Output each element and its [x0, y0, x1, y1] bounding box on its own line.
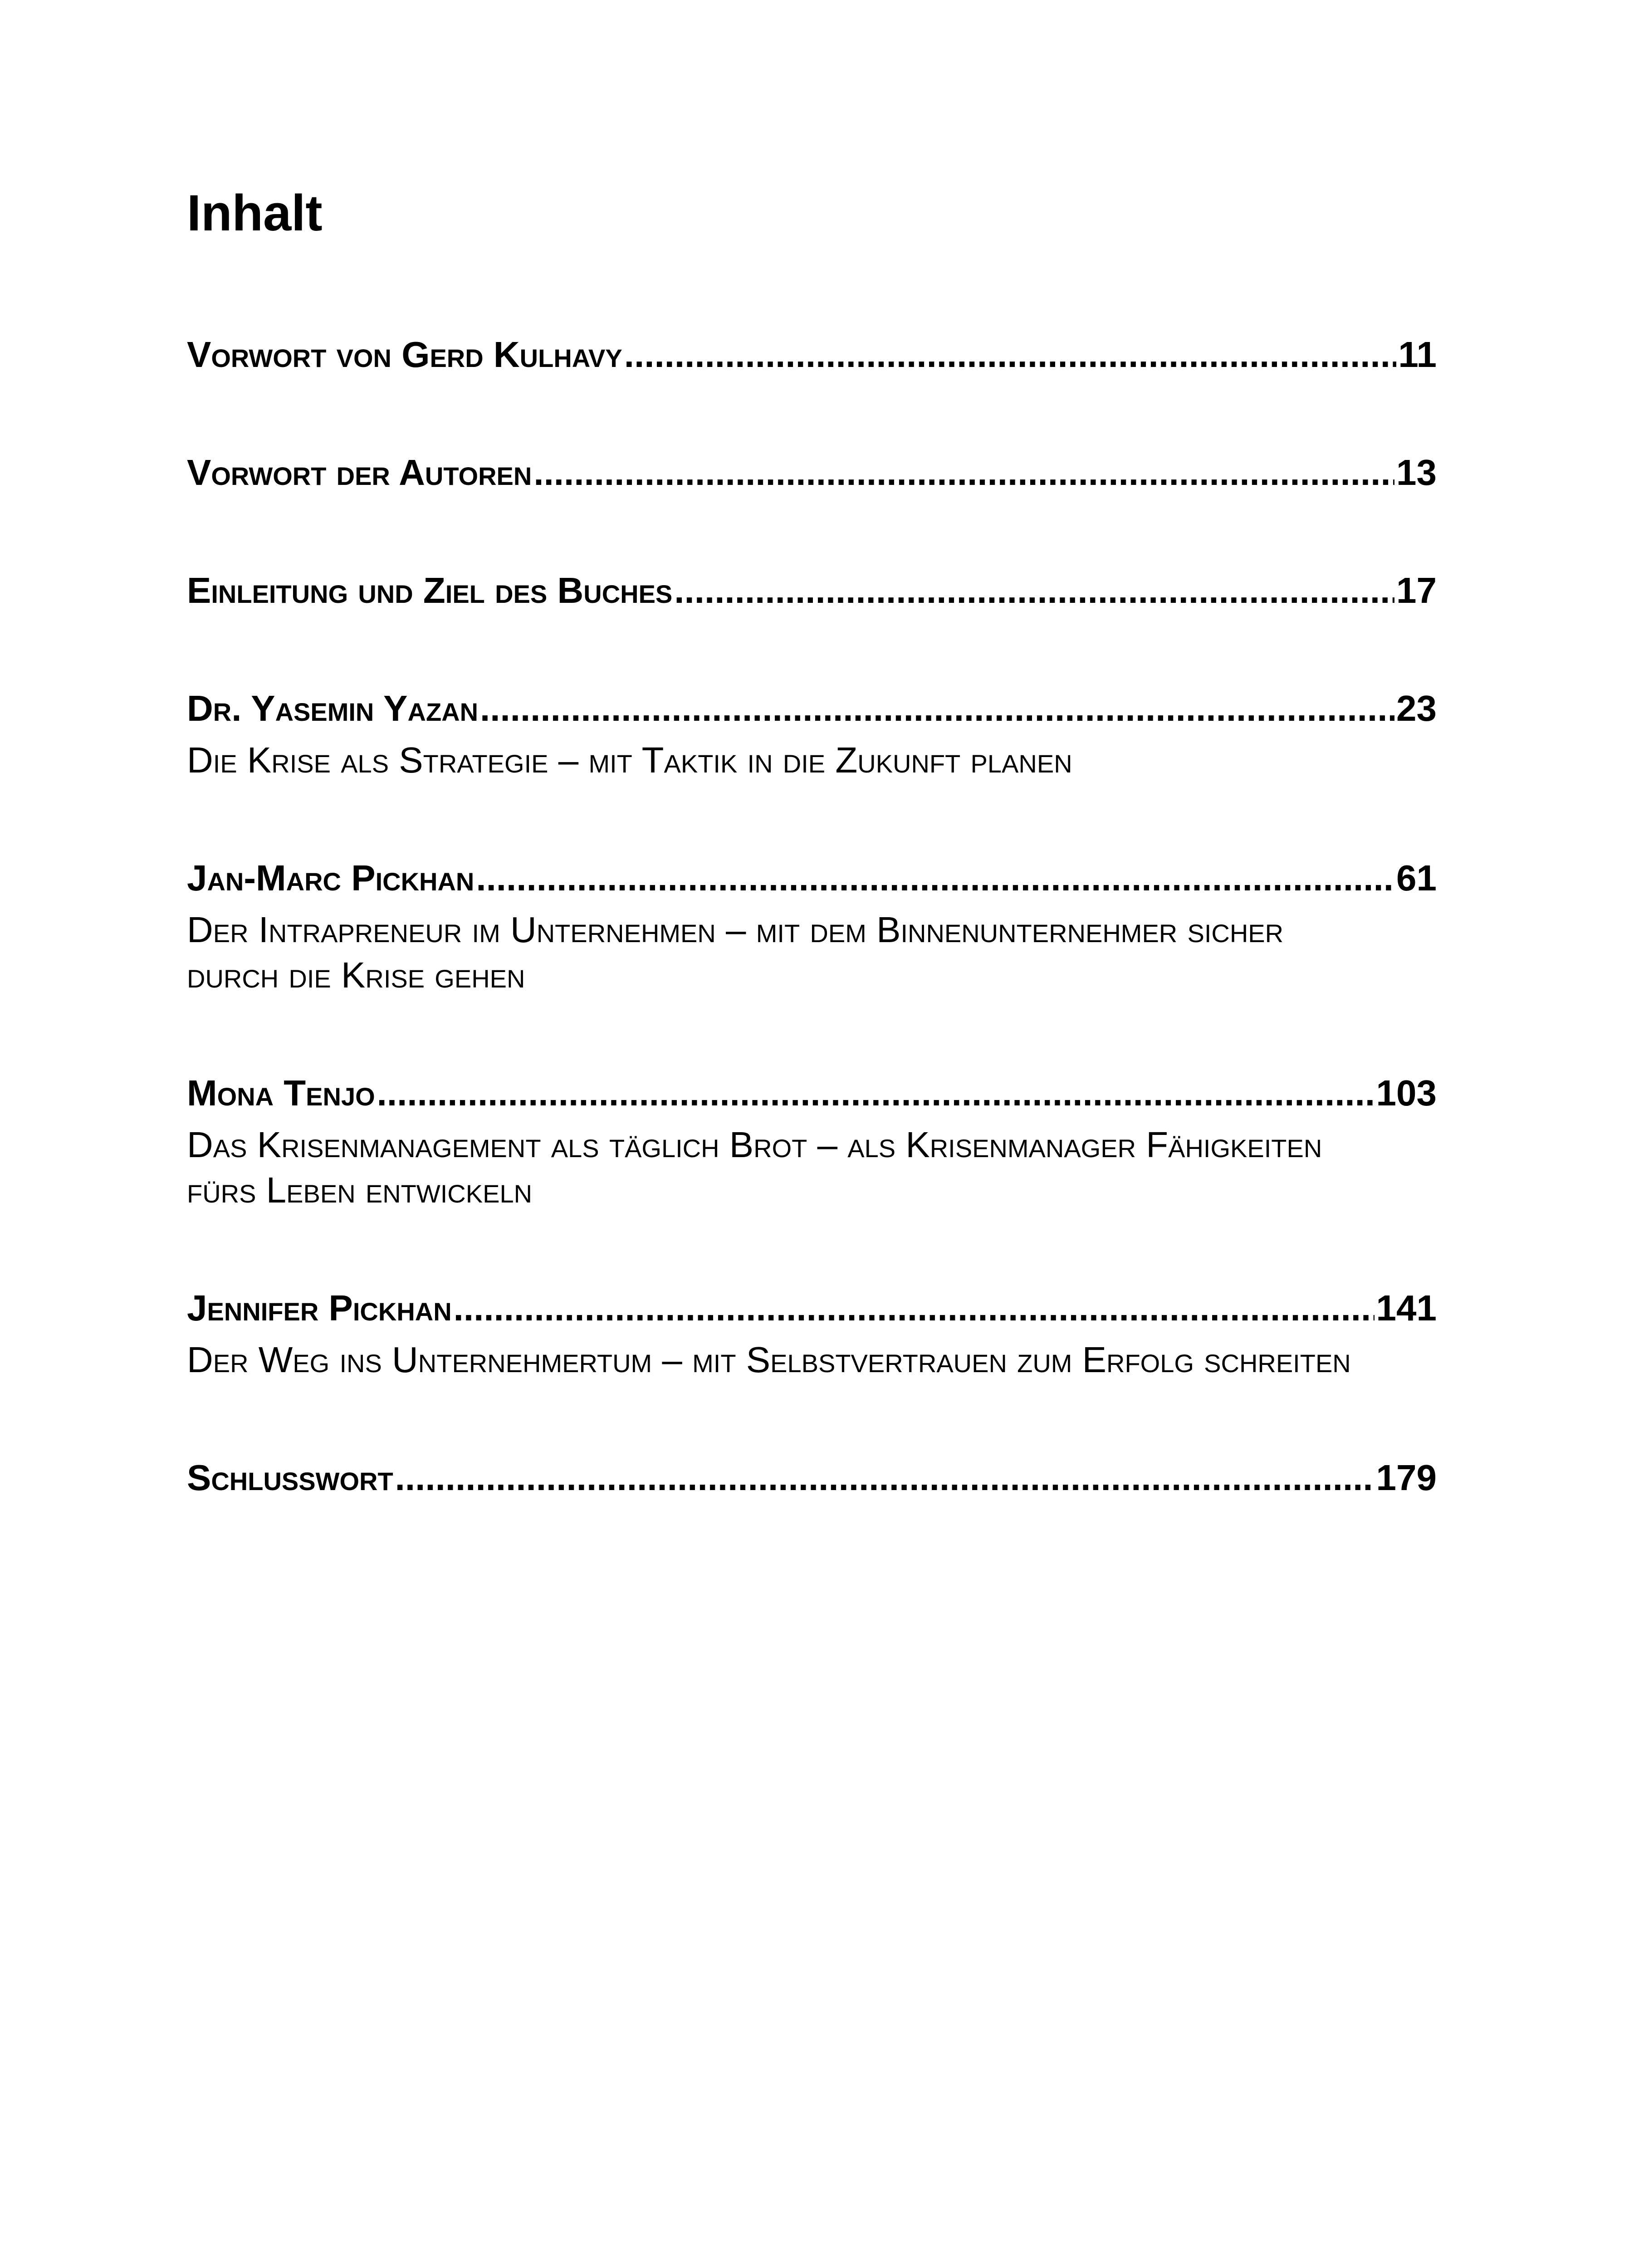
toc-entry-subtitle: Der Weg ins Unternehmertum – mit Selbstvertrauen zum Erfolg schreiten: [187, 1339, 1351, 1380]
toc-entry-line[interactable]: [187, 568, 1437, 613]
toc-entry-page: 13: [1396, 452, 1437, 493]
toc-entry-line[interactable]: [187, 1286, 1437, 1331]
toc-entry-subtitle: Das Krisenmanagement als täglich Brot – als Krisenmanager Fähigkeiten fürs Leben entwickeln: [187, 1124, 1322, 1210]
toc-entry: [187, 855, 1437, 998]
dot-leader: [624, 332, 1397, 377]
toc-entry-subtitle: Die Krise als Strategie – mit Taktik in die Zukunft planen: [187, 740, 1072, 780]
toc-entry: [187, 332, 1437, 377]
dot-leader: [377, 1070, 1375, 1116]
toc-entry-page: 23: [1396, 688, 1437, 728]
toc-entry: [187, 450, 1437, 495]
toc-entry-heading: Mona Tenjo: [187, 1073, 375, 1113]
toc-entry-heading: Schlusswort: [187, 1457, 393, 1498]
toc-entry-line[interactable]: [187, 1070, 1437, 1116]
dot-leader: [476, 855, 1394, 901]
toc-entry-heading: Vorwort der Autoren: [187, 452, 532, 493]
toc-entry: [187, 568, 1437, 613]
toc-entry-page: 11: [1398, 334, 1437, 375]
toc-entry-heading: Jennifer Pickhan: [187, 1288, 452, 1328]
toc-entry: [187, 686, 1437, 783]
dot-leader: [454, 1286, 1375, 1331]
toc-entry-page: 141: [1376, 1288, 1437, 1328]
dot-leader: [480, 686, 1394, 731]
toc-entry-heading: Jan-Marc Pickhan: [187, 858, 475, 898]
toc-entry-page: 179: [1376, 1457, 1437, 1498]
toc-entry-page: 17: [1396, 570, 1437, 611]
toc-entry-line[interactable]: [187, 855, 1437, 901]
toc-entry-heading: Dr. Yasemin Yazan: [187, 688, 479, 728]
toc-entry: [187, 1286, 1437, 1383]
toc-entry: [187, 1070, 1437, 1213]
toc-entry: [187, 1455, 1437, 1501]
toc-entry-page: 103: [1376, 1073, 1437, 1113]
toc-entry-page: 61: [1396, 858, 1437, 898]
dot-leader: [674, 568, 1394, 613]
toc-entry-heading: Einleitung und Ziel des Buches: [187, 570, 673, 611]
toc-entry-line[interactable]: [187, 1455, 1437, 1501]
toc-entry-line[interactable]: [187, 450, 1437, 495]
toc-title: Inhalt: [187, 185, 323, 241]
toc-entry-line[interactable]: [187, 686, 1437, 731]
toc-page: [187, 181, 1437, 1573]
toc-list: [187, 332, 1437, 1501]
toc-entry-line[interactable]: [187, 332, 1437, 377]
dot-leader: [533, 450, 1394, 495]
dot-leader: [395, 1455, 1375, 1501]
toc-entry-subtitle: Der Intrapreneur im Unternehmen – mit dem Binnenunternehmer sicher durch die Krise gehen: [187, 909, 1284, 995]
toc-entry-heading: Vorwort von Gerd Kulhavy: [187, 334, 622, 375]
